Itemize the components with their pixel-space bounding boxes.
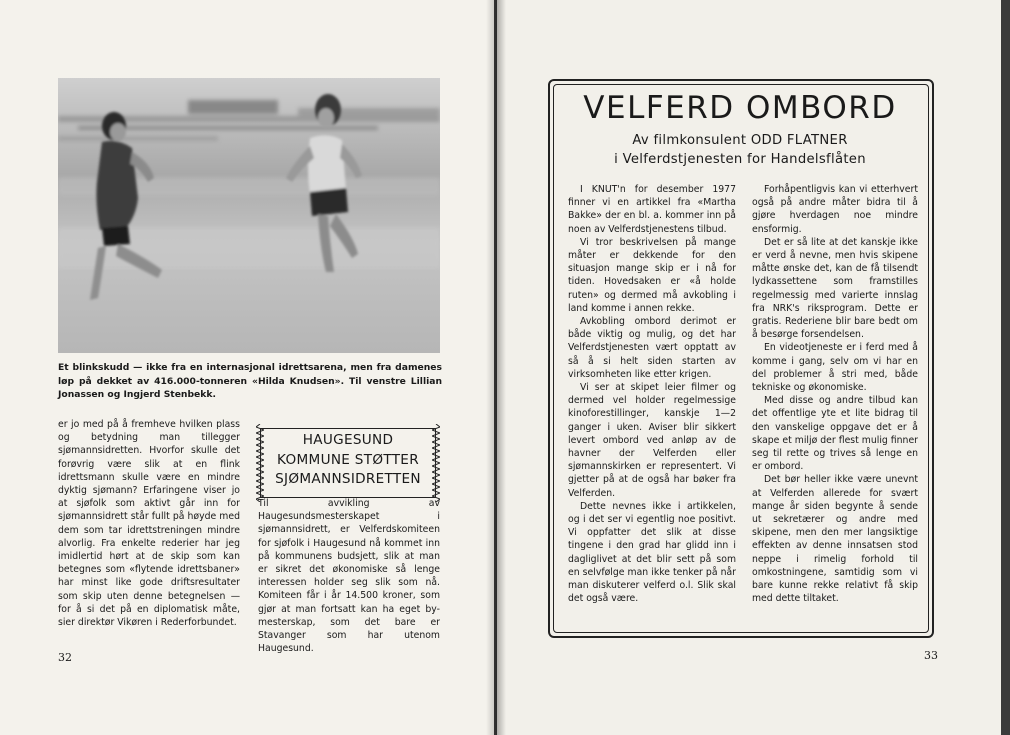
article-byline-1: Av filmkonsulent ODD FLATNER [632, 133, 848, 148]
page-number-left: 32 [58, 651, 72, 664]
haugesund-headline [266, 431, 430, 490]
headline-line-3: SJØMANNSIDRETTEN [275, 471, 421, 487]
left-column-text: er jo med på å fremheve hvilken plass og betydning man tillegger sjømannsidretten. Hvorfor skulle det forøvrig være slik at en flink idrettsmann skulle være en mindre dyktig sjømann? Erfaringene viser jo at sjøfolk som aktivt går inn for sjømannsidrett står fullt på høyde med dem som tar idrettstreningen mindre alvorlig. Fra enkelte rederier har jeg imidlertid hørt at de skip som kan betegnes som «flytende idrettsbaner» har minst like gode driftsresultater som skip uten denne betegnelsen — for å si det på en diplomatisk måte, sier direktør Vikøren i Rederforbundet. [58, 419, 240, 629]
running-women-photo [58, 78, 440, 353]
paragraph: Vi ser at skipet leier filmer og dermed vel holder regelmessige kinoforestillinger, kanskje 1—2 ganger i uken. Aviser blir sikkert levert ombord ved anløp av de havner der Velferden eller sjømannskirken er representert. Vi gjetter på at de også har bøker fra Velferden. [568, 382, 736, 499]
paragraph: Forhåpentligvis kan vi etterhvert også på andre måter bidra til å gjøre hverdagen noe mindre ensformig. [752, 184, 918, 235]
article-title: VELFERD OMBORD [583, 90, 897, 126]
paragraph: Med disse og andre tilbud kan det offentlige yte et lite bidrag til den vanskelige oppgave det er å skape et miljø der flest mulig finner seg til rette og trives så lenge en er ombord. [752, 395, 918, 473]
haugesund-headline-box [256, 424, 440, 502]
paragraph: En videotjeneste er i ferd med å komme i gang, selv om vi har en del problemer å stri med, både tekniske og økonomiske. [752, 342, 918, 394]
article-column-2 [752, 183, 918, 606]
paragraph: Det bør heller ikke være unevnt at Velferden allerede for svært mange år siden begynte å sende ut sekretærer og andre med skipene, men den mer langsiktige effekten av denne innsatsen stod neppe i rimelig forhold til omkostningene, samtidig som vi bare kunne rekke relativt få skip med dette tiltaket. [752, 474, 918, 605]
page-gutter [486, 0, 506, 735]
headline-line-1: HAUGESUND [302, 432, 394, 448]
headline-line-2: KOMMUNE STØTTER [277, 451, 419, 468]
paragraph: Det er så lite at det kanskje ikke er verd å nevne, men hvis skipene måtte ønske det, kan de få tilsendt lydkassettene som framstilles regelmessig med varierte innslag fra NRK's riksprogram. Dette er gratis. Rederiene blir bare bedt om å besørge forsendelsen. [752, 236, 918, 341]
paragraph: Dette nevnes ikke i artikkelen, og i det ser vi egentlig noe positivt. Vi oppfatter det slik at disse tingene i den grad har glidd inn i dagliglivet at det blir sett på som en selvfølge man ikke tenker på når man diskuterer velferd o.l. Slik skal det også være. [568, 500, 736, 605]
paragraph: Vi tror beskrivelsen på mange måter er dekkende for den situasjon mange skip er i nå for tiden. Hovedsaken er «å holde ruten» og dermed må avkobling i land komme i annen rekke. [568, 236, 736, 314]
page-number-right: 33 [924, 649, 938, 662]
article-byline-2: i Velferdstjenesten for Handelsflåten [614, 152, 866, 167]
paragraph: Avkobling ombord derimot er både viktig og mulig, og det har Velferdstjenesten vært opptatt av så å si helt siden starten av virksomheten like etter krigen. [568, 316, 736, 380]
article-column-1 [568, 183, 736, 606]
paragraph: I KNUT'n for desember 1977 finner vi en artikkel fra «Martha Bakke» der en bl. a. kommer inn på noen av Velferdstjenestens tilbud. [568, 184, 736, 235]
photo-caption: Et blinkskudd — ikke fra en internasjonal idrettsarena, men fra damenes løp på dekket av 416.000-tonneren «Hilda Knudsen». Til venstre Lillian Jonassen og Ingjerd Stenbekk. [58, 362, 442, 400]
haugesund-article-text: Til avvikling av Haugesundsmesterskapet i sjømannsidrett, er Velferdskomiteen for sjøfolk i Haugesund nå kommet inn på kommunens budsjett, slik at man er sikret det økonomiske så lenge interessen holder seg slik som nå. Komiteen får i år 14.500 kroner, som gjør at man fortsatt kan ha eget by-mesterskap, som det bare er Stavanger som har utenom Haugesund. [258, 498, 440, 655]
